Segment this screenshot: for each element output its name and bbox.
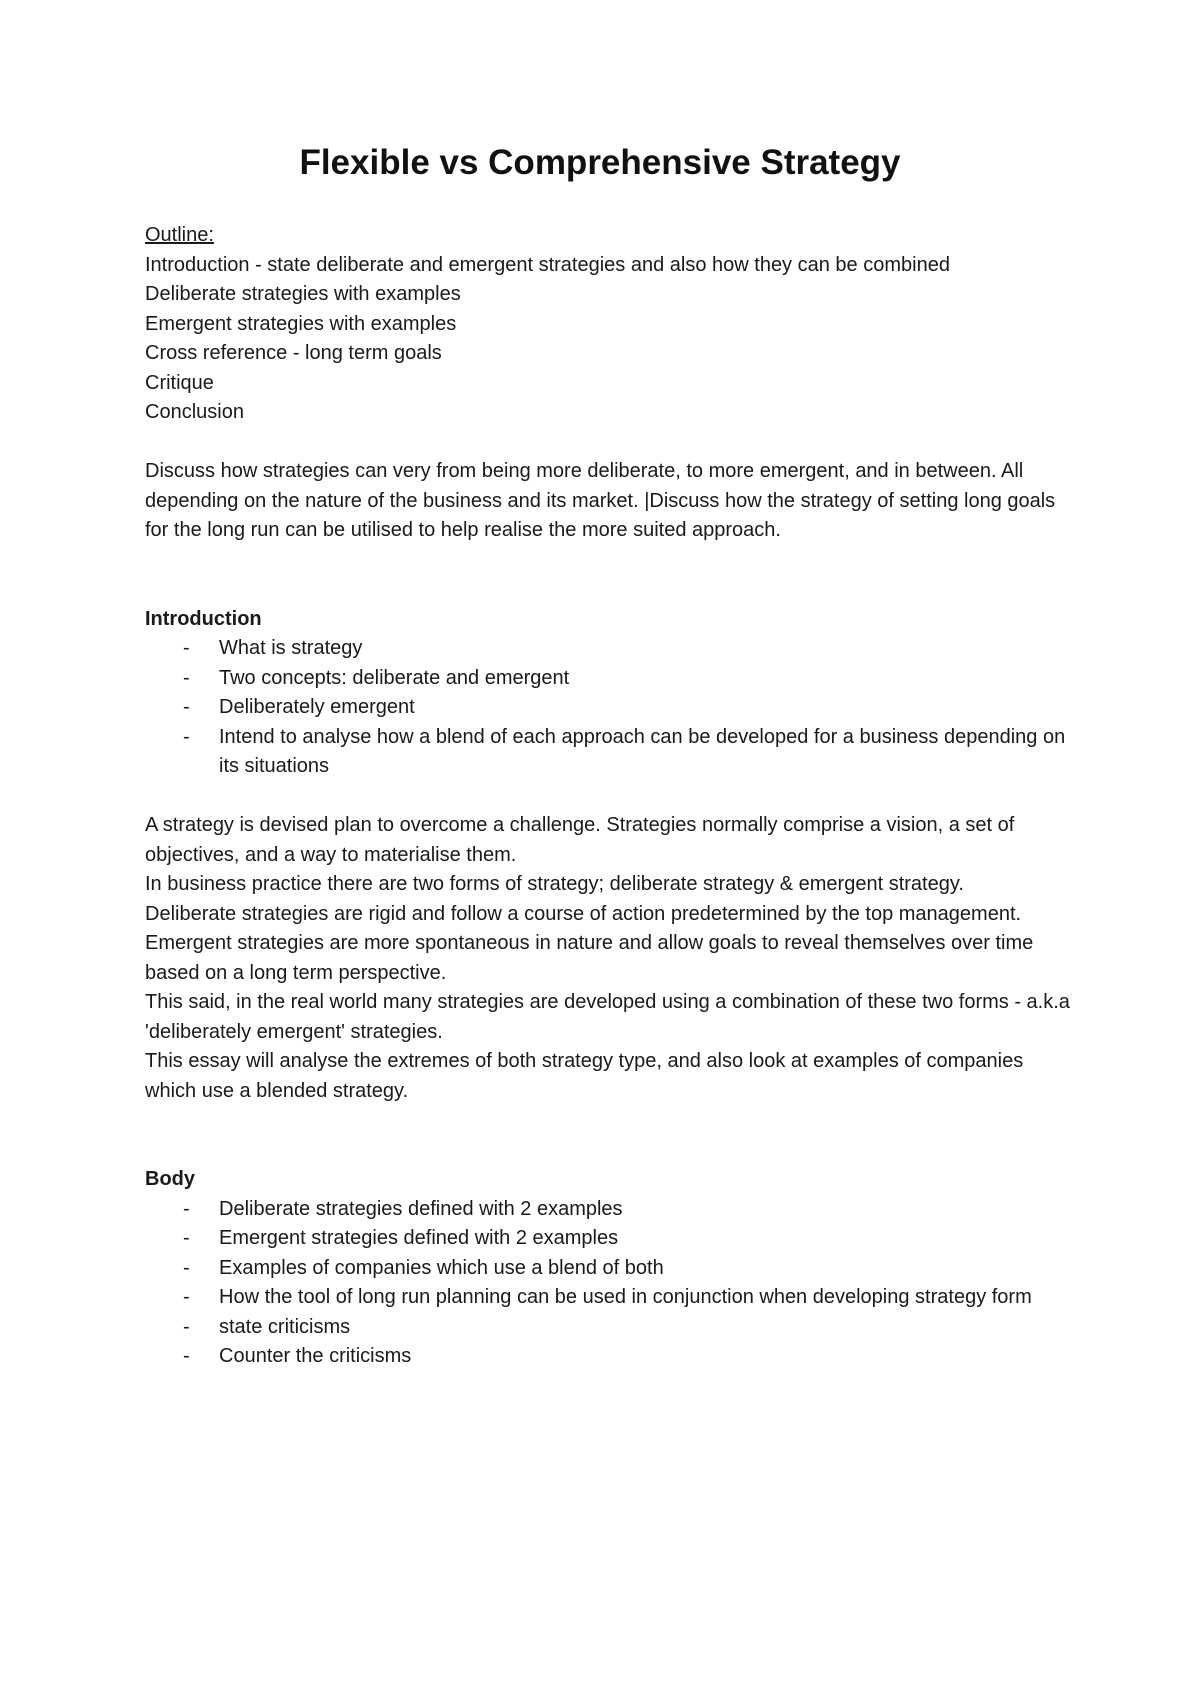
outline-item: Introduction - state deliberate and emergent strategies and also how they can be combined [145, 253, 950, 276]
list-item-text: Two concepts: deliberate and emergent [219, 666, 570, 689]
list-item [145, 634, 1075, 664]
introduction-bullet-list [145, 634, 1075, 782]
document-title: Flexible vs Comprehensive Strategy [299, 143, 901, 182]
bullet-marker: - [183, 1345, 190, 1367]
list-item [145, 1224, 1075, 1254]
list-item [145, 723, 1075, 782]
list-item-text: Counter the criticisms [219, 1345, 412, 1367]
body-heading: Body [145, 1168, 195, 1190]
outline-label: Outline: [145, 224, 214, 246]
bullet-marker: - [183, 1315, 190, 1338]
spacer [145, 782, 1075, 812]
list-item-text: Deliberately emergent [219, 696, 415, 718]
list-item [145, 1283, 1075, 1313]
introduction-paragraph: In business practice there are two forms of strategy; deliberate strategy & emergent strategy. [145, 873, 964, 895]
bullet-marker: - [183, 666, 190, 689]
introduction-paragraph: Emergent strategies are more spontaneous in nature and allow goals to reveal themselves over time based on a long term perspective. [145, 932, 1034, 984]
list-item [145, 1313, 1075, 1343]
bullet-marker: - [183, 696, 190, 718]
introduction-paragraph: This essay will analyse the extremes of both strategy type, and also look at examples of companies which use a blended strategy. [145, 1050, 1024, 1102]
list-item-text: Intend to analyse how a blend of each approach can be developed for a business depending on its situations [219, 725, 1066, 777]
spacer [145, 546, 1075, 605]
outline-item: Conclusion [145, 401, 244, 423]
bullet-marker: - [183, 1197, 190, 1220]
bullet-marker: - [183, 1227, 190, 1249]
outline-item: Deliberate strategies with examples [145, 283, 461, 305]
list-item-text: Deliberate strategies defined with 2 examples [219, 1197, 623, 1220]
list-item-text: Examples of companies which use a blend of both [219, 1256, 664, 1279]
outline-item: Critique [145, 371, 214, 394]
bullet-marker: - [183, 1256, 190, 1279]
introduction-heading: Introduction [145, 607, 262, 630]
list-item [145, 693, 1075, 723]
introduction-paragraph: This said, in the real world many strategies are developed using a combination of these two forms - a.k.a 'deliberately emergent' strategies. [145, 991, 1070, 1043]
list-item-text: state criticisms [219, 1315, 351, 1338]
list-item [145, 1342, 1075, 1372]
list-item-text: How the tool of long run planning can be used in conjunction when developing strategy form [219, 1286, 1032, 1308]
list-item-text: What is strategy [219, 637, 363, 659]
introduction-paragraph: A strategy is devised plan to overcome a challenge. Strategies normally comprise a vision, a set of objectives, and a way to materialise them. [145, 814, 1015, 866]
bullet-marker: - [183, 725, 190, 748]
outline-item: Emergent strategies with examples [145, 312, 457, 335]
list-item [145, 1254, 1075, 1284]
outline-item: Cross reference - long term goals [145, 342, 442, 364]
spacer [145, 428, 1075, 458]
bullet-marker: - [183, 1286, 190, 1308]
list-item [145, 1195, 1075, 1225]
spacer [145, 1106, 1075, 1165]
bullet-marker: - [183, 637, 190, 659]
body-bullet-list [145, 1195, 1075, 1372]
list-item [145, 664, 1075, 694]
introduction-paragraph: Deliberate strategies are rigid and follow a course of action predetermined by the top management. [145, 902, 1022, 925]
document-body [145, 221, 1075, 1372]
discussion-paragraph: Discuss how strategies can very from being more deliberate, to more emergent, and in between. All depending on the nature of the business and its market. |Discuss how the strategy of setting long goals for the long run can be utilised to help realise the more suited approach. [145, 460, 1056, 541]
list-item-text: Emergent strategies defined with 2 examples [219, 1227, 619, 1249]
